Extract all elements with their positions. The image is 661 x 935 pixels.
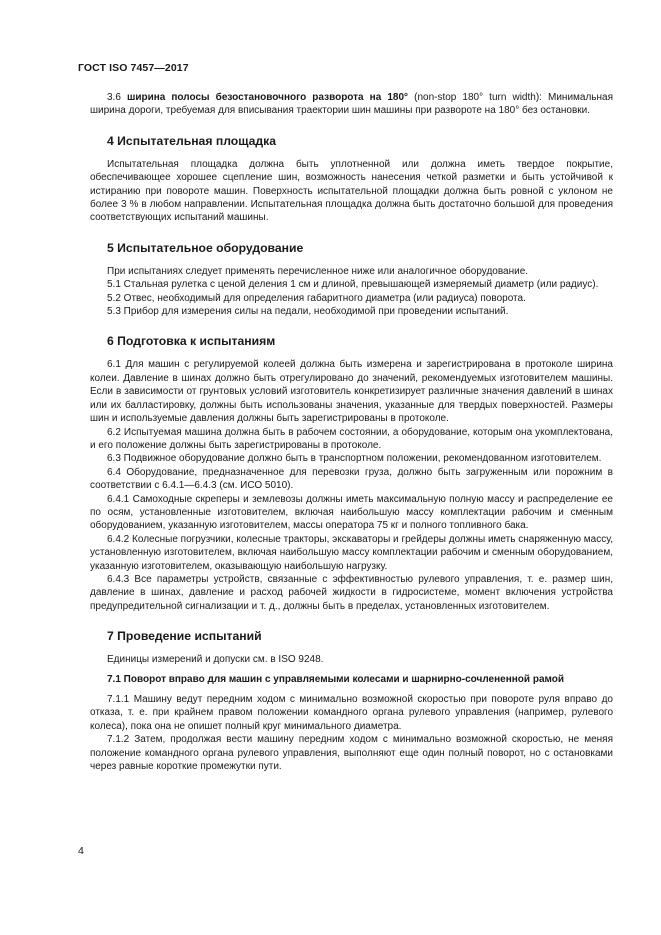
clause-5-3: 5.3 Прибор для измерения силы на педали, необходимой при проведении испытаний.	[107, 306, 509, 318]
clause-number: 3.6	[107, 92, 121, 103]
document-body	[90, 91, 613, 773]
clause-term: ширина полосы безостановочного разворота на 180°	[126, 92, 409, 103]
document-header: ГОСТ ISO 7457—2017	[78, 62, 189, 74]
section-7-title: 7 Проведение испытаний	[107, 629, 262, 644]
clause-definition: (non-stop 180° turn width): Минимальная ширина дороги, требуемая для вписывания траектории шин машины при развороте на 180° без остановки.	[90, 92, 614, 117]
section-6-title: 6 Подготовка к испытаниям	[107, 334, 276, 349]
clause-6-4-3: 6.4.3 Все параметры устройств, связанные с эффективностью рулевого управления, т. е. размер шин, давление в шинах, давление и расход рабочей жидкости в гидросистеме, момент включения устройства предупредительной сигнализации и т. д., должны быть в пределах, установленных изготовителем.	[90, 573, 613, 612]
clause-6-4-2: 6.4.2 Колесные погрузчики, колесные тракторы, экскаваторы и грейдеры должны иметь снаряженную массу, установленную изготовителем, включая наибольшую массу комплектации рабочим и сменным оборудованием, указанную изготовителем, оказывающую наибольшую нагрузку.	[90, 533, 613, 572]
clause-6-3: 6.3 Подвижное оборудование должно быть в транспортном положении, рекомендованном изготовителем.	[107, 453, 602, 465]
clause-7-1-2: 7.1.2 Затем, продолжая вести машину передним ходом с минимально возможной скоростью, не меняя положение командного органа рулевого управления, выполняют еще один полный поворот, но с остановками через равные короткие промежутки пути.	[90, 734, 613, 773]
clause-6-4: 6.4 Оборудование, предназначенное для перевозки груза, должно быть загруженным или порожним в соответствии с 6.4.1—6.4.3 (см. ИСО 5010).	[90, 466, 613, 492]
section-4-text: Испытательная площадка должна быть уплотненной или должна иметь твердое покрытие, обеспечивающее хорошее сцепление шин, возможность нанесения четкой разметки и быть устойчивой к истиранию при повороте машин. Поверхность испытательной площадки должна быть ровной с уклоном не более 3 % в любом направлении. Испытательная площадка должна быть достаточно большой для проведения соответствующих испытаний машины.	[90, 158, 613, 224]
section-5-intro: При испытаниях следует применять перечисленное ниже или аналогичное оборудование.	[107, 265, 529, 277]
clause-6-1: 6.1 Для машин с регулируемой колеей должна быть измерена и зарегистрирована в протоколе ширина колеи. Давление в шинах должно быть отрегулировано до значений, рекомендуемых изготовителем машины. Если в зависимости от грунтовых условий изготовитель конкретизирует различные значения давлений в шинах или их балластировку, должны быть использованы значения, указанные для твердых поверхностей. Размеры шин и используемые давления должны быть зарегистрированы в протоколе.	[90, 359, 613, 425]
clause-7-1-1: 7.1.1 Машину ведут передним ходом с минимально возможной скоростью при повороте руля вправо до отказа, т. е. при крайнем правом положении командного органа рулевого управления (например, рулевого колеса), пока она не опишет полный круг минимального диаметра.	[90, 694, 613, 732]
clause-3-6	[90, 91, 613, 118]
clause-5-1: 5.1 Стальная рулетка с ценой деления 1 см и длиной, превышающей измеряемый диаметр (или радиус).	[107, 279, 599, 291]
section-5-title: 5 Испытательное оборудование	[107, 240, 304, 255]
page-number: 4	[78, 845, 84, 857]
section-7-1-title: 7.1 Поворот вправо для машин с управляемыми колесами и шарнирно-сочлененной рамой	[107, 673, 565, 685]
clause-5-2: 5.2 Отвес, необходимый для определения габаритного диаметра (или радиуса) поворота.	[107, 292, 526, 304]
clause-6-2: 6.2 Испытуемая машина должна быть в рабочем состоянии, а оборудование, которым она укомплектована, и его положение должны быть зарегистрированы в протоколе.	[90, 426, 613, 451]
section-7-intro: Единицы измерений и допуски см. в ISO 9248.	[107, 654, 324, 666]
section-4-title: 4 Испытательная площадка	[107, 133, 277, 148]
clause-6-4-1: 6.4.1 Самоходные скреперы и землевозы должны иметь максимальную полную массу и распределение ее по осям, установленные изготовителем, включая наибольшую массу комплектации рабочим и сменным оборудованием, указанную изготовителем, массы оператора 75 кг и полного топливного бака.	[90, 493, 613, 532]
